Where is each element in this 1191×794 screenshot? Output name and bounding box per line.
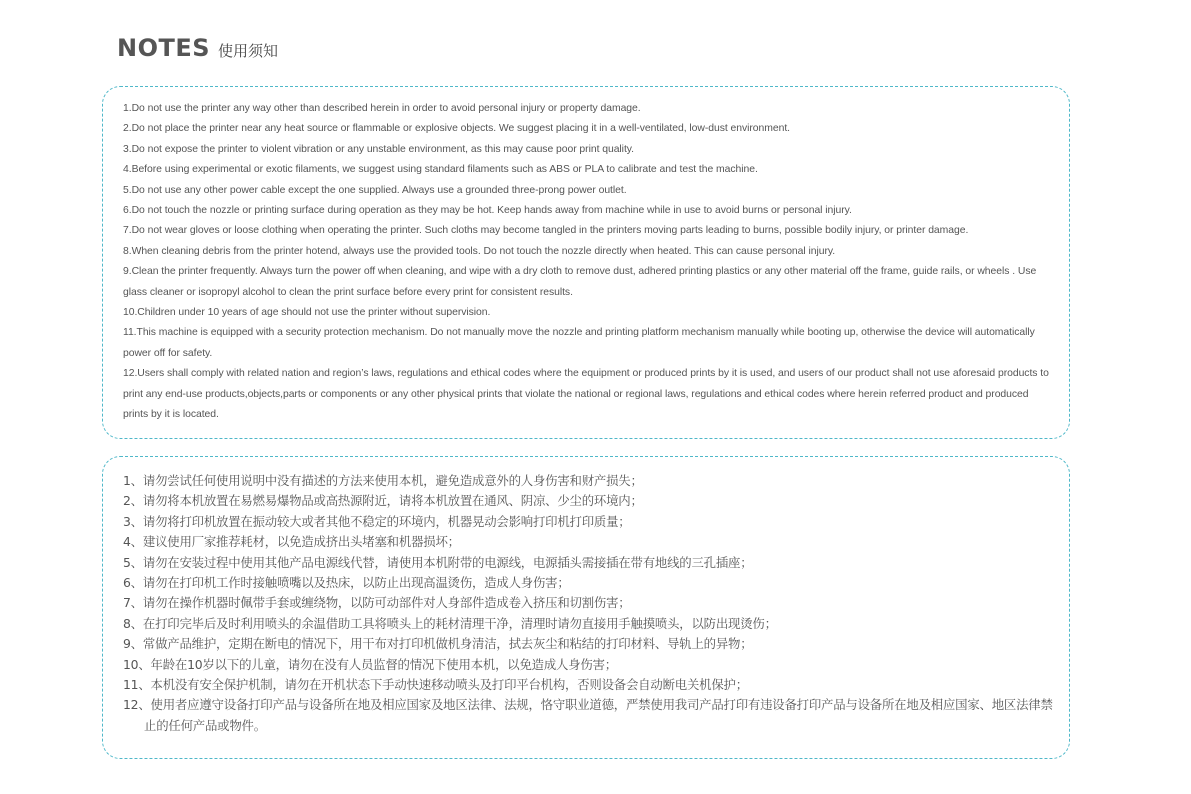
english-notes-box xyxy=(102,86,1070,439)
note-en-1: 1.Do not use the printer any way other than described herein in order to avoid personal injury or property damage. xyxy=(123,103,641,114)
note-cn-8: 8、在打印完毕后及时利用喷头的余温借助工具将喷头上的耗材清理干净，清理时请勿直接用手触摸喷头，以防出现烫伤； xyxy=(123,615,777,631)
note-cn-6: 6、请勿在打印机工作时接触喷嘴以及热床，以防止出现高温烫伤，造成人身伤害； xyxy=(123,575,570,591)
note-en-6: 6.Do not touch the nozzle or printing surface during operation as they may be hot. Keep hands away from machine while in use to avoid burns or personal injury. xyxy=(123,205,852,217)
note-en-4: 4.Before using experimental or exotic filaments, we suggest using standard filaments such as ABS or PLA to calibrate and test the machine. xyxy=(123,164,758,176)
note-en-3: 3.Do not expose the printer to violent vibration or any unstable environment, as this may cause poor print quality. xyxy=(123,143,634,155)
note-cn-4: 4、建议使用厂家推荐耗材，以免造成挤出头堵塞和机器损坏； xyxy=(123,534,460,550)
chinese-notes-box xyxy=(102,456,1070,759)
note-cn-3: 3、请勿将打印机放置在振动较大或者其他不稳定的环境内，机器晃动会影响打印机打印质量； xyxy=(123,513,631,529)
note-cn-9: 9、常做产品维护，定期在断电的情况下，用干布对打印机做机身清洁，拭去灰尘和粘结的打印材料、导轨上的异物； xyxy=(123,636,753,652)
page-subtitle: 使用须知 xyxy=(218,42,279,60)
note-cn-5: 5、请勿在安装过程中使用其他产品电源线代替，请使用本机附带的电源线，电源插头需接插在带有地线的三孔插座； xyxy=(123,554,753,570)
notes-header xyxy=(117,34,278,62)
note-cn-7: 7、请勿在操作机器时佩带手套或缠绕物，以防可动部件对人身部件造成卷入挤压和切割伤害； xyxy=(123,595,631,611)
note-cn-1: 1、请勿尝试任何使用说明中没有描述的方法来使用本机，避免造成意外的人身伤害和财产损失； xyxy=(123,473,643,488)
note-en-8: 8.When cleaning debris from the printer hotend, always use the provided tools. Do not touch the nozzle directly when heated. This can cause personal injury. xyxy=(123,245,836,257)
note-cn-2: 2、请勿将本机放置在易燃易爆物品或高热源附近，请将本机放置在通风、阴凉、少尘的环境内； xyxy=(123,493,643,509)
note-cn-11: 11、本机没有安全保护机制，请勿在开机状态下手动快速移动喷头及打印平台机构，否则设备会自动断电关机保护； xyxy=(123,677,748,693)
note-cn-12: 12、使用者应遵守设备打印产品与设备所在地及相应国家及地区法律、法规，恪守职业道德，严禁使用我司产品打印有违设备打印产品与设备所在地及相应国家、地区法律禁止的任何产品或物件。 xyxy=(123,697,1053,733)
chinese-notes-list xyxy=(123,471,1053,736)
note-en-5: 5.Do not use any other power cable except the one supplied. Always use a grounded three-prong power outlet. xyxy=(123,184,627,196)
note-en-7: 7.Do not wear gloves or loose clothing when operating the printer. Such cloths may become tangled in the printers moving parts leading to burns, possible bodily injury, or printer damage. xyxy=(123,225,969,237)
english-notes-list xyxy=(123,99,1053,426)
note-cn-10: 10、年龄在10岁以下的儿童，请勿在没有人员监督的情况下使用本机，以免造成人身伤害； xyxy=(123,656,617,672)
note-en-11: 11.This machine is equipped with a security protection mechanism. Do not manually move the nozzle and printing platform mechanism manually while booting up, otherwise the device will automatically power off for safety. xyxy=(123,327,1035,359)
note-en-10: 10.Children under 10 years of age should not use the printer without supervision. xyxy=(123,307,491,319)
note-en-12: 12.Users shall comply with related nation and region’s laws, regulations and ethical codes where the equipment or produced prints by it is used, and users of our product shall not use aforesaid products to print any end-use products,objects,parts or components or any other physical prints that violate the national or regional laws, regulations and ethical codes where herein referred product and produced prints by it is located. xyxy=(123,368,1049,421)
note-en-9: 9.Clean the printer frequently. Always turn the power off when cleaning, and wipe with a dry cloth to remove dust, adhered printing plastics or any other material off the frame, guide rails, or wheels . Use glass cleaner or isopropyl alcohol to clean the print surface before every print for consistent results. xyxy=(123,266,1037,298)
note-en-2: 2.Do not place the printer near any heat source or flammable or explosive objects. We suggest placing it in a well-ventilated, low-dust environment. xyxy=(123,123,790,135)
page-title: NOTES xyxy=(117,34,211,62)
